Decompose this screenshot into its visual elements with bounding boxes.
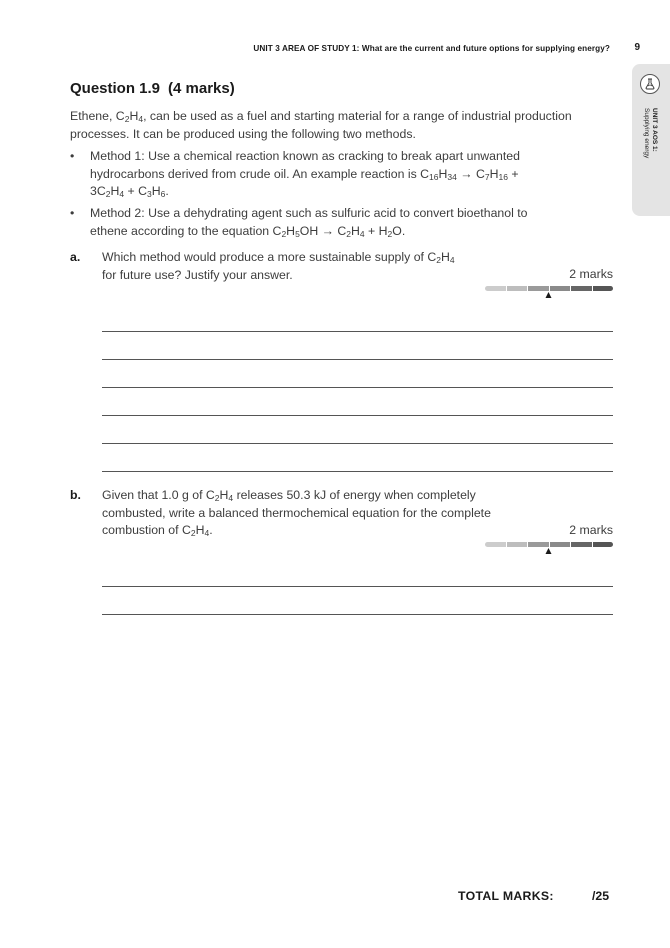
question-intro: Ethene, $C_2H_4$, can be used as a fuel and starting material for a range of industrial production processes. It can be produced using the following two methods.	[70, 109, 572, 141]
difficulty-segment	[485, 286, 506, 291]
flask-leaf-icon	[640, 74, 660, 94]
difficulty-segment	[507, 542, 528, 547]
difficulty-segment	[528, 542, 549, 547]
answer-line[interactable]	[102, 614, 613, 615]
difficulty-pointer-icon	[546, 292, 552, 298]
question-number: Question 1.9	[70, 80, 161, 97]
total-marks-value: /25	[592, 889, 610, 903]
part-b-difficulty-bar	[485, 542, 613, 556]
bullet-method-1: Method 1: Use a chemical reaction known as cracking to break apart unwanted hydrocarbons derived from crude oil. An example reaction is $C_{16}H_{34} \to C_7H_{16} + 3C_2H_4 + C_3H_6$.	[90, 149, 520, 199]
side-tab-line1: UNIT 3 AOS 1:	[651, 108, 658, 152]
part-a-question: Which method would produce a more sustainable supply of $C_2H_4$ for future use? Justify your answer.	[102, 250, 455, 282]
question-marks: (4 marks)	[168, 80, 235, 97]
difficulty-segment	[593, 542, 614, 547]
answer-line[interactable]	[102, 586, 613, 587]
answer-line[interactable]	[102, 359, 613, 360]
unit-side-tab	[632, 64, 670, 216]
side-tab-label	[642, 108, 658, 158]
page-number: 9	[634, 42, 640, 53]
difficulty-segment	[571, 286, 592, 291]
part-a-label: a.	[70, 250, 81, 264]
bullet-marker-2: •	[70, 206, 75, 220]
difficulty-segment	[550, 286, 571, 291]
running-header: UNIT 3 AREA OF STUDY 1: What are the current and future options for supplying energy?	[253, 44, 610, 53]
difficulty-segment	[507, 286, 528, 291]
answer-line[interactable]	[102, 443, 613, 444]
answer-line[interactable]	[102, 387, 613, 388]
side-tab-line2: Supplying energy	[643, 108, 650, 159]
answer-line[interactable]	[102, 331, 613, 332]
bullet-marker-1: •	[70, 149, 75, 163]
part-b-question: Given that 1.0 g of $C_2H_4$ releases 50.3 kJ of energy when completely combusted, write a balanced thermochemical equation for the complete combustion of $C_2H_4$.	[102, 488, 491, 538]
difficulty-segment	[571, 542, 592, 547]
part-a-marks: 2 marks	[569, 267, 613, 281]
question-title	[70, 80, 235, 97]
difficulty-segment	[485, 542, 506, 547]
part-a-difficulty-bar	[485, 286, 613, 300]
part-b-marks: 2 marks	[569, 523, 613, 537]
difficulty-segment	[528, 286, 549, 291]
answer-line[interactable]	[102, 471, 613, 472]
total-marks-label: TOTAL MARKS:	[458, 889, 554, 903]
part-b-label: b.	[70, 488, 81, 502]
difficulty-segment	[550, 542, 571, 547]
difficulty-pointer-icon	[546, 548, 552, 554]
answer-line[interactable]	[102, 415, 613, 416]
bullet-method-2: Method 2: Use a dehydrating agent such as sulfuric acid to convert bioethanol to ethene according to the equation $C_2H_5OH \to C_2H_4 + H_2O$.	[90, 206, 528, 239]
difficulty-segment	[593, 286, 614, 291]
